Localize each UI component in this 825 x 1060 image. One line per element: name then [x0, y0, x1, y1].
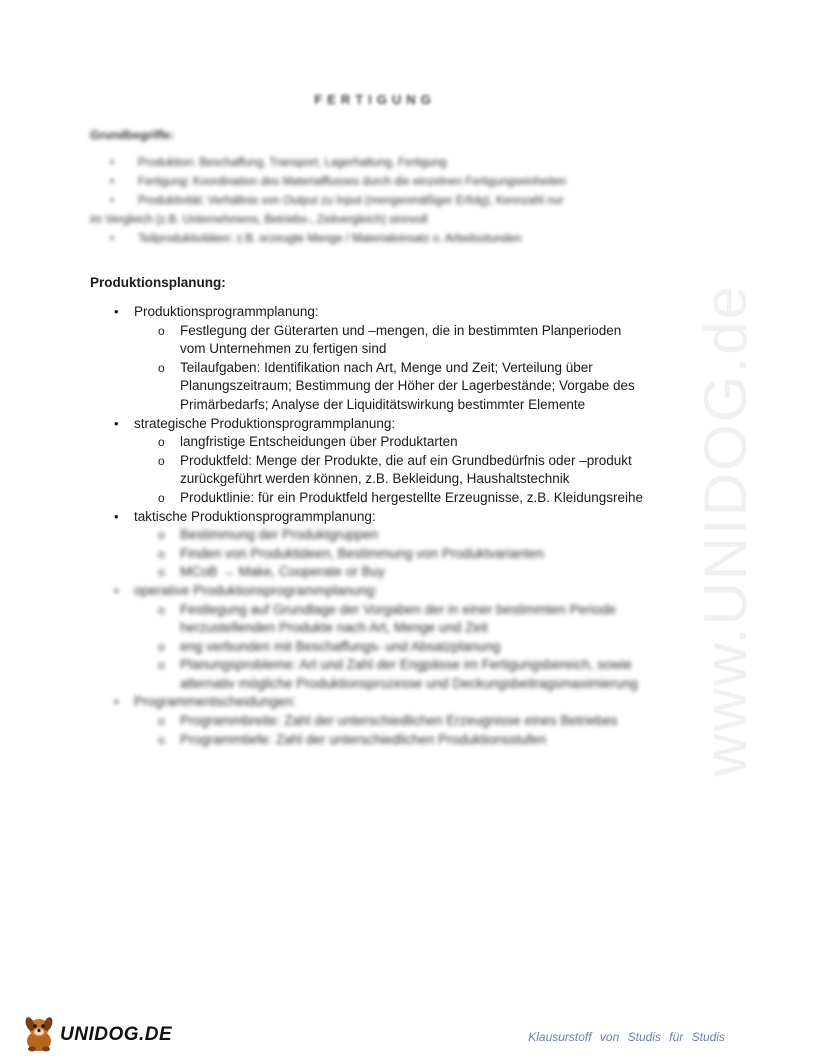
sub-bullet: o — [158, 528, 165, 543]
sub-list-line: Produktfeld: Menge der Produkte, die auf ein Grundbedürfnis oder –produkt — [180, 452, 632, 468]
logo-text: UNIDOG.DE — [60, 1024, 173, 1045]
sub-list — [134, 526, 665, 582]
sub-list-item — [134, 712, 665, 731]
list-item: • Produktion: Beschaffung, Transport, Lagerhaltung, Fertigung — [110, 157, 447, 169]
list-item-label: Produktionsprogrammplanung: — [134, 304, 319, 319]
sub-bullet: o — [158, 714, 165, 729]
list-item-label: strategische Produktionsprogrammplanung: — [134, 415, 396, 431]
sub-bullet: o — [158, 323, 165, 338]
list-item: • Produktivität: Verhältnis von Output zu Input (mengenmäßiger Erfolg), Kennzahl nur — [110, 195, 564, 207]
sub-list-line: zurückgeführt werden können, z.B. Bekleidung, Haushaltstechnik — [180, 471, 570, 487]
sub-bullet: o — [158, 565, 165, 580]
sub-bullet: o — [158, 435, 165, 450]
sub-list-line: Planungszeitraum; Bestimmung der Höher der Lagerbestände; Vorgabe des — [180, 378, 635, 394]
list-item — [90, 303, 665, 415]
sub-list-item — [134, 452, 665, 489]
bullet: • — [114, 694, 119, 710]
list-item: • Fertigung: Koordination des Materialflusses durch die einzelnen Fertigungseinheiten — [110, 176, 567, 188]
sub-list-line: Festlegung der Güterarten und –mengen, die in bestimmten Planperioden — [180, 322, 622, 338]
list-item — [90, 508, 665, 582]
list-item-continuation: im Vergleich (z.B. Unternehmens, Betriebs-, Zeitvergleich) sinnvoll — [90, 214, 428, 226]
list-item-label: taktische Produktionsprogrammplanung: — [134, 508, 376, 524]
sub-list-line: Produktlinie: für ein Produktfeld hergestellte Erzeugnisse, z.B. Kleidungsreihe — [180, 489, 644, 505]
sub-bullet: o — [158, 490, 165, 505]
list-item — [90, 582, 665, 694]
sub-list-item — [134, 601, 665, 638]
footer-tagline: Klausurstoff von Studis für Studis — [528, 1030, 725, 1044]
sub-list-item — [134, 359, 665, 415]
sub-list-item — [134, 433, 665, 452]
bullet: • — [114, 304, 119, 319]
dog-mascot-icon — [22, 1014, 58, 1052]
sub-list-line: Festlegung auf Grundlage der Vorgaben der in einer bestimmten Periode — [180, 601, 617, 617]
sub-list-line: MCoB → Make, Cooperate or Buy — [180, 564, 385, 580]
sub-list — [134, 433, 665, 507]
sub-bullet: o — [158, 602, 165, 617]
sub-list-item — [134, 656, 665, 693]
sub-list-line: Finden von Produktideen, Bestimmung von Produktvarianten — [180, 545, 544, 561]
grundbegriffe-heading: Grundbegriffe: — [90, 128, 174, 142]
sub-list-line: eng verbunden mit Beschaffungs- und Absatzplanung — [180, 638, 501, 654]
sub-list — [134, 601, 665, 694]
sub-list-item — [134, 322, 665, 359]
sub-list-item — [134, 489, 665, 508]
sub-list-line: Planungsprobleme: Art und Zahl der Engpässe im Fertigungsbereich, sowie — [180, 657, 632, 673]
document-title: FERTIGUNG — [314, 92, 436, 107]
produktionsplanung-heading: Produktionsplanung: — [90, 275, 226, 290]
sub-list-item — [134, 563, 665, 582]
sub-bullet: o — [158, 658, 165, 673]
sub-list-line: Programmtiefe: Zahl der unterschiedlichen Produktionsstufen — [180, 731, 547, 747]
sub-list-line: Bestimmung der Produktgruppen — [180, 527, 379, 543]
sub-list-line: Teilaufgaben: Identifikation nach Art, Menge und Zeit; Verteilung über — [180, 359, 593, 375]
sub-bullet: o — [158, 546, 165, 561]
sub-bullet: o — [158, 732, 165, 747]
unidog-logo — [22, 1012, 172, 1052]
sub-list-line: langfristige Entscheidungen über Produktarten — [180, 434, 458, 450]
sub-list-item — [134, 638, 665, 657]
grundbegriffe-list — [90, 154, 660, 249]
sub-list-line: Primärbedarfs; Analyse der Liquiditätswirkung bestimmter Elemente — [180, 396, 586, 412]
watermark: www.UNIDOG.de — [691, 283, 759, 777]
list-item — [90, 693, 665, 749]
sub-list-item — [134, 545, 665, 564]
list-item: • Teilproduktivitäten: z.B. erzeugte Menge / Materialeinsatz o. Arbeitsstunden — [110, 233, 522, 245]
sub-list-line: Programmbreite: Zahl der unterschiedlichen Erzeugnisse eines Betriebes — [180, 713, 618, 729]
bullet: • — [114, 415, 119, 431]
list-item-label: Programmentscheidungen: — [134, 694, 297, 710]
bullet: • — [114, 508, 119, 524]
sub-bullet: o — [158, 360, 165, 375]
bullet: • — [114, 582, 119, 598]
list-item-label: operative Produktionsprogrammplanung: — [134, 582, 378, 598]
sub-list-line: vom Unternehmen zu fertigen sind — [180, 341, 387, 357]
produktionsplanung-list — [90, 303, 665, 749]
sub-bullet: o — [158, 639, 165, 654]
sub-list — [134, 322, 665, 415]
sub-list-item — [134, 526, 665, 545]
sub-list — [134, 712, 665, 749]
list-item — [90, 415, 665, 508]
sub-list-item — [134, 731, 665, 750]
sub-list-line: herzustellenden Produkte nach Art, Menge und Zeit — [180, 620, 488, 636]
sub-list-line: alternativ mögliche Produktionsprozesse und Deckungsbeitragsmaximierung — [180, 675, 638, 691]
sub-bullet: o — [158, 453, 165, 468]
